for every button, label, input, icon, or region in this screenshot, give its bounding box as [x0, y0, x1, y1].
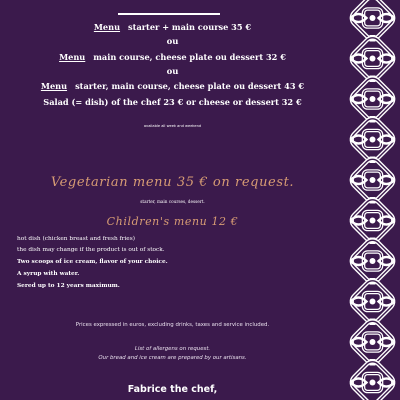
menu-text: starter, main course, cheese plate ou dessert 43 €	[75, 81, 305, 91]
menu-label: Menu	[93, 22, 121, 32]
menu-line-4: Salad (= dish) of the chef 23 € or cheese or dessert 32 €	[43, 97, 302, 107]
menu-label: Menu	[40, 81, 68, 91]
menu-line-2	[0, 52, 345, 62]
artisans-note: Our bread and ice cream are prepared by our artisans.	[98, 355, 247, 361]
children-item: A syrup with water.	[17, 271, 80, 277]
menu-label: Menu	[59, 52, 86, 62]
knot-icon	[348, 115, 396, 163]
or-separator: ou	[166, 37, 179, 47]
knot-icon	[348, 196, 396, 244]
knot-icon	[348, 237, 396, 285]
vegetarian-subtitle: starter, main courses, dessert.	[140, 199, 205, 204]
knot-icon	[348, 318, 396, 366]
knot-icon	[348, 277, 396, 325]
prices-note: Prices expressed in euros, excluding drinks, taxes and service included.	[75, 322, 270, 328]
chef-signature: Fabrice the chef,	[127, 384, 218, 395]
knot-pattern	[345, 0, 400, 400]
menu-text: main course, cheese plate ou dessert 32 €	[93, 52, 286, 62]
knot-icon	[348, 75, 396, 123]
children-item: hot dish (chicken breast and fresh fries)	[17, 236, 135, 242]
vegetarian-title: Vegetarian menu 35 € on request.	[50, 175, 295, 190]
top-divider	[118, 13, 220, 15]
menu-line-1	[0, 22, 345, 32]
menu-line-3	[0, 81, 345, 91]
children-item: Two scoops of ice cream, flavor of your choice.	[17, 259, 168, 265]
allergens-note: List of allergens on request.	[134, 346, 211, 352]
children-title: Children's menu 12 €	[106, 215, 239, 228]
knot-icon	[348, 34, 396, 82]
children-item: Sered up to 12 years maximum.	[17, 283, 120, 289]
menu-text: starter + main course 35 €	[128, 22, 252, 32]
availability-note: available all week and weekend	[143, 124, 202, 128]
or-separator: ou	[166, 67, 179, 77]
celtic-knot-border	[345, 0, 400, 400]
knot-icon	[348, 156, 396, 204]
children-item: the dish may change if the product is out of stock.	[17, 247, 165, 253]
